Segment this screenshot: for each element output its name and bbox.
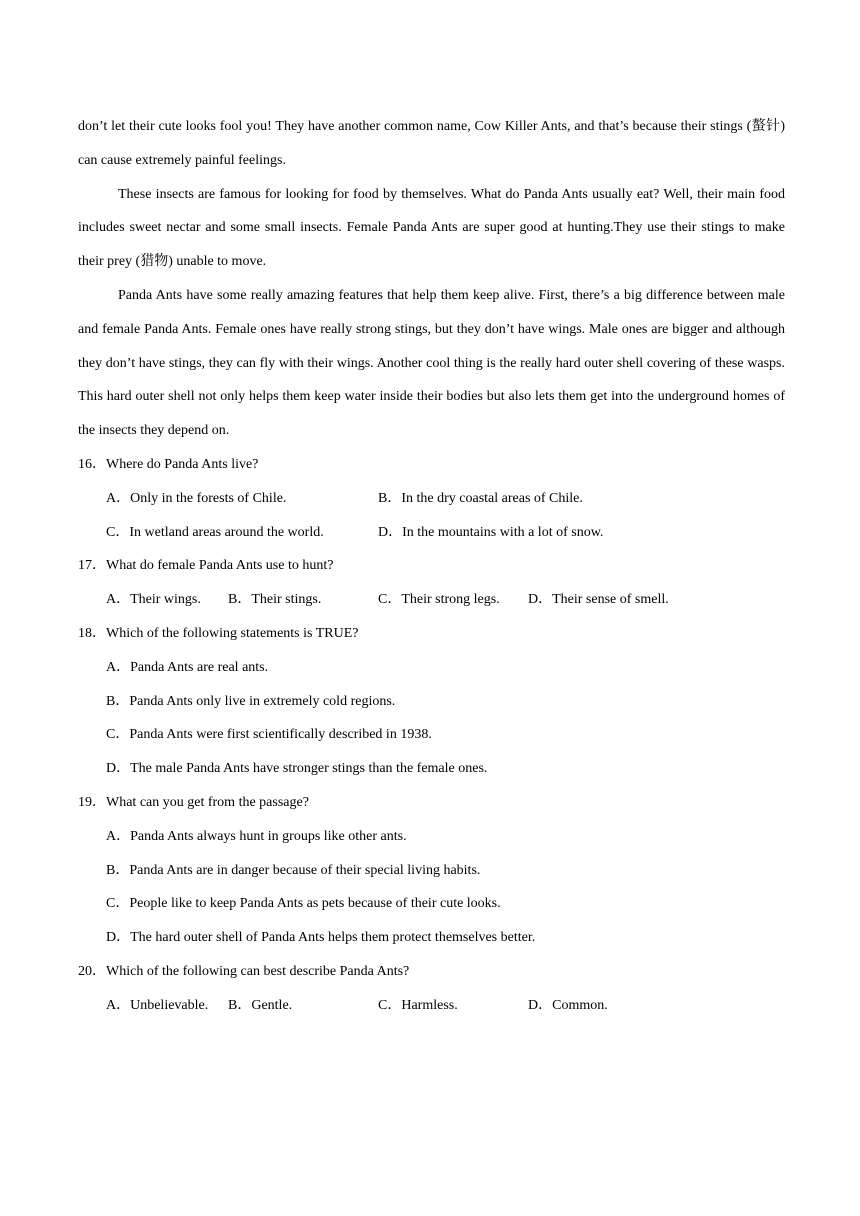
option-d: D．The male Panda Ants have stronger stings than the female ones. bbox=[106, 761, 488, 777]
option-d: D．In the mountains with a lot of snow. bbox=[378, 524, 604, 540]
option-row bbox=[78, 989, 785, 1023]
option-b: B．Panda Ants are in danger because of their special living habits. bbox=[106, 862, 481, 878]
question-text: What do female Panda Ants use to hunt? bbox=[106, 558, 334, 574]
question-text: Which of the following can best describe Panda Ants? bbox=[106, 963, 410, 979]
question-17 bbox=[78, 549, 785, 617]
passage-paragraph: These insects are famous for looking for food by themselves. What do Panda Ants usually eat? Well, their main food includes sweet nectar and some small insects. Female Panda Ants are super good at hunting.They use their stings to make their prey (猎物) unable to move. bbox=[78, 186, 785, 270]
option-row bbox=[78, 516, 785, 550]
question-number: 18． bbox=[78, 625, 106, 641]
option-a: A．Panda Ants always hunt in groups like other ants. bbox=[106, 828, 407, 844]
passage-paragraph: Panda Ants have some really amazing features that help them keep alive. First, there’s a big difference between male and female Panda Ants. Female ones have really strong stings, but they don’t have wings. Male ones are bigger and although they don’t have stings, they can fly with their wings. Another cool thing is the really hard outer shell covering of these wasps. This hard outer shell not only helps them keep water inside their bodies but also lets them get into the underground homes of the insects they depend on. bbox=[78, 287, 785, 439]
question-20 bbox=[78, 955, 785, 1023]
option-d: D．Their sense of smell. bbox=[528, 592, 669, 608]
option-a: A．Unbelievable. bbox=[106, 997, 209, 1013]
question-text: Which of the following statements is TRUE? bbox=[106, 625, 359, 641]
question-number: 20． bbox=[78, 963, 106, 979]
option-b: B．In the dry coastal areas of Chile. bbox=[378, 490, 583, 506]
question-number: 17． bbox=[78, 558, 106, 574]
question-text: What can you get from the passage? bbox=[106, 794, 309, 810]
question-stem bbox=[78, 549, 785, 583]
option-c: C．Their strong legs. bbox=[378, 592, 500, 608]
option-a: A．Only in the forests of Chile. bbox=[106, 490, 287, 506]
question-18 bbox=[78, 617, 785, 786]
option-b: B．Their stings. bbox=[228, 592, 322, 608]
question-16 bbox=[78, 448, 785, 549]
option-c: C．In wetland areas around the world. bbox=[106, 524, 324, 540]
document-content bbox=[78, 110, 785, 1023]
question-stem bbox=[78, 448, 785, 482]
passage-paragraph: don’t let their cute looks fool you! They have another common name, Cow Killer Ants, and that’s because their stings (螯针) can cause extremely painful feelings. bbox=[78, 119, 785, 168]
question-text: Where do Panda Ants live? bbox=[106, 456, 259, 472]
option-a: A．Panda Ants are real ants. bbox=[106, 659, 269, 675]
option-d: D．Common. bbox=[528, 997, 608, 1013]
option-b: B．Panda Ants only live in extremely cold regions. bbox=[106, 693, 396, 709]
option-row bbox=[78, 583, 785, 617]
question-19 bbox=[78, 786, 785, 955]
question-stem bbox=[78, 786, 785, 820]
option-c: C．Harmless. bbox=[378, 997, 458, 1013]
question-number: 19． bbox=[78, 794, 106, 810]
option-d: D．The hard outer shell of Panda Ants helps them protect themselves better. bbox=[106, 930, 536, 946]
question-stem bbox=[78, 955, 785, 989]
question-stem bbox=[78, 617, 785, 651]
option-a: A．Their wings. bbox=[106, 592, 201, 608]
question-number: 16． bbox=[78, 456, 106, 472]
option-b: B．Gentle. bbox=[228, 997, 293, 1013]
option-row bbox=[78, 482, 785, 516]
option-c: C．People like to keep Panda Ants as pets because of their cute looks. bbox=[106, 896, 501, 912]
option-c: C．Panda Ants were first scientifically described in 1938. bbox=[106, 727, 432, 743]
